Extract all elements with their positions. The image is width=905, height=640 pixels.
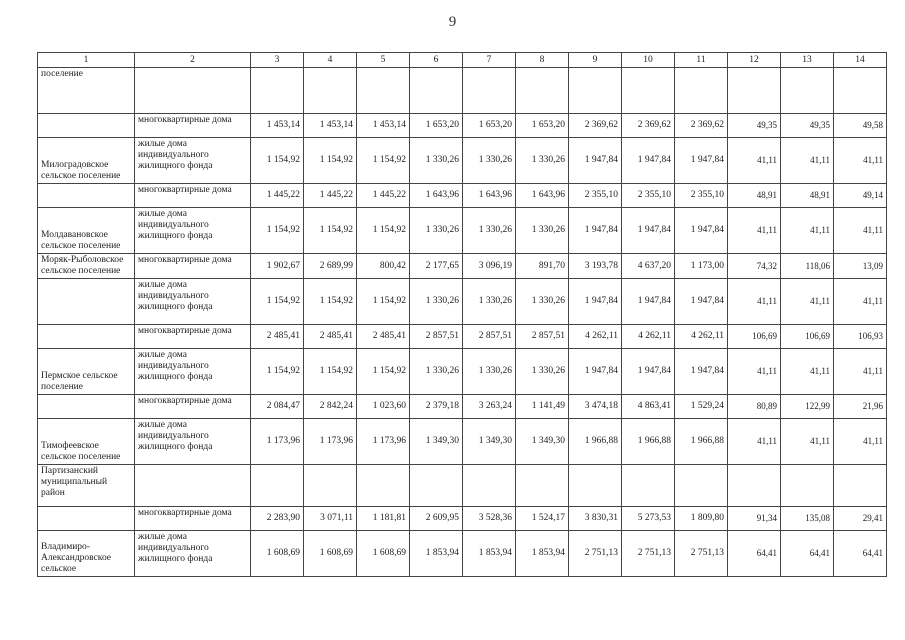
value-cell: 1 947,84 — [622, 138, 675, 184]
value-cell: 1 524,17 — [516, 507, 569, 531]
value-cell: 4 262,11 — [622, 325, 675, 349]
value-cell: 1 947,84 — [675, 349, 728, 395]
value-cell: 1 154,92 — [304, 279, 357, 325]
column-header: 4 — [304, 53, 357, 68]
value-cell: 1 330,26 — [516, 138, 569, 184]
housing-type-cell: жилые дома индивидуального жилищного фонда — [135, 208, 251, 254]
value-cell: 29,41 — [834, 507, 887, 531]
value-cell — [728, 465, 781, 507]
settlement-name-cell: Пермское сельское поселение — [38, 349, 135, 395]
value-cell: 2 355,10 — [569, 184, 622, 208]
value-cell: 1 947,84 — [622, 279, 675, 325]
value-cell: 41,11 — [781, 279, 834, 325]
value-cell: 1 608,69 — [357, 531, 410, 577]
value-cell — [304, 465, 357, 507]
column-header: 6 — [410, 53, 463, 68]
table-row — [38, 254, 887, 279]
column-header: 10 — [622, 53, 675, 68]
value-cell: 2 084,47 — [251, 395, 304, 419]
value-cell: 2 857,51 — [410, 325, 463, 349]
value-cell — [781, 68, 834, 114]
value-cell: 3 193,78 — [569, 254, 622, 279]
value-cell: 106,69 — [728, 325, 781, 349]
value-cell: 2 355,10 — [675, 184, 728, 208]
value-cell — [410, 68, 463, 114]
value-cell: 41,11 — [834, 208, 887, 254]
column-header: 8 — [516, 53, 569, 68]
value-cell: 1 608,69 — [304, 531, 357, 577]
value-cell: 1 154,92 — [251, 138, 304, 184]
value-cell: 48,91 — [781, 184, 834, 208]
value-cell: 106,93 — [834, 325, 887, 349]
table-row — [38, 208, 887, 254]
value-cell: 1 643,96 — [463, 184, 516, 208]
settlement-name-cell: Партизанский муниципальный район — [38, 465, 135, 507]
value-cell: 1 173,96 — [251, 419, 304, 465]
value-cell: 49,14 — [834, 184, 887, 208]
value-cell: 1 330,26 — [463, 349, 516, 395]
value-cell: 41,11 — [728, 208, 781, 254]
column-header: 2 — [135, 53, 251, 68]
value-cell: 3 474,18 — [569, 395, 622, 419]
value-cell — [304, 68, 357, 114]
value-cell: 3 096,19 — [463, 254, 516, 279]
value-cell: 21,96 — [834, 395, 887, 419]
value-cell: 48,91 — [728, 184, 781, 208]
value-cell: 1 653,20 — [463, 114, 516, 138]
value-cell: 1 653,20 — [410, 114, 463, 138]
value-cell: 1 154,92 — [357, 138, 410, 184]
value-cell: 2 355,10 — [622, 184, 675, 208]
value-cell: 1 173,96 — [357, 419, 410, 465]
value-cell: 1 173,00 — [675, 254, 728, 279]
value-cell — [569, 465, 622, 507]
value-cell — [516, 465, 569, 507]
value-cell — [516, 68, 569, 114]
value-cell: 1 330,26 — [516, 279, 569, 325]
value-cell: 3 071,11 — [304, 507, 357, 531]
value-cell: 1 453,14 — [357, 114, 410, 138]
value-cell: 1 947,84 — [569, 349, 622, 395]
housing-type-cell: жилые дома индивидуального жилищного фонда — [135, 279, 251, 325]
value-cell: 1 947,84 — [675, 138, 728, 184]
value-cell: 1 947,84 — [675, 208, 728, 254]
value-cell: 91,34 — [728, 507, 781, 531]
value-cell: 1 023,60 — [357, 395, 410, 419]
value-cell: 122,99 — [781, 395, 834, 419]
value-cell: 135,08 — [781, 507, 834, 531]
value-cell: 1 154,92 — [251, 349, 304, 395]
value-cell: 4 863,41 — [622, 395, 675, 419]
value-cell: 2 689,99 — [304, 254, 357, 279]
value-cell — [675, 68, 728, 114]
value-cell: 41,11 — [834, 138, 887, 184]
value-cell: 1 653,20 — [516, 114, 569, 138]
table-row — [38, 114, 887, 138]
value-cell — [410, 465, 463, 507]
settlement-name-cell — [38, 395, 135, 419]
housing-type-cell — [135, 68, 251, 114]
value-cell: 4 637,20 — [622, 254, 675, 279]
value-cell: 49,35 — [728, 114, 781, 138]
value-cell: 2 485,41 — [304, 325, 357, 349]
value-cell: 2 369,62 — [675, 114, 728, 138]
value-cell: 3 263,24 — [463, 395, 516, 419]
page-number: 9 — [448, 14, 457, 30]
value-cell: 2 609,95 — [410, 507, 463, 531]
value-cell: 1 947,84 — [569, 208, 622, 254]
housing-type-cell: многоквартирные дома — [135, 184, 251, 208]
value-cell: 1 809,80 — [675, 507, 728, 531]
value-cell: 1 947,84 — [622, 208, 675, 254]
value-cell: 1 330,26 — [463, 279, 516, 325]
value-cell: 1 154,92 — [357, 208, 410, 254]
value-cell: 49,35 — [781, 114, 834, 138]
housing-type-cell — [135, 465, 251, 507]
settlement-name-cell — [38, 184, 135, 208]
value-cell: 41,11 — [781, 138, 834, 184]
value-cell: 41,11 — [781, 349, 834, 395]
column-header: 5 — [357, 53, 410, 68]
value-cell — [357, 465, 410, 507]
value-cell: 41,11 — [728, 138, 781, 184]
value-cell: 2 369,62 — [622, 114, 675, 138]
value-cell: 5 273,53 — [622, 507, 675, 531]
value-cell: 1 445,22 — [304, 184, 357, 208]
table-row — [38, 138, 887, 184]
value-cell: 1 154,92 — [357, 349, 410, 395]
housing-type-cell: многоквартирные дома — [135, 507, 251, 531]
value-cell: 1 154,92 — [251, 208, 304, 254]
value-cell: 64,41 — [728, 531, 781, 577]
settlement-name-cell: поселение — [38, 68, 135, 114]
value-cell: 64,41 — [834, 531, 887, 577]
table-row — [38, 349, 887, 395]
value-cell: 2 369,62 — [569, 114, 622, 138]
value-cell: 1 902,67 — [251, 254, 304, 279]
table-row — [38, 419, 887, 465]
column-header: 13 — [781, 53, 834, 68]
settlement-name-cell: Владимиро-Александровское сельское — [38, 531, 135, 577]
value-cell: 64,41 — [781, 531, 834, 577]
settlement-name-cell — [38, 114, 135, 138]
value-cell: 1 154,92 — [304, 208, 357, 254]
value-cell — [781, 465, 834, 507]
value-cell: 41,11 — [834, 279, 887, 325]
value-cell: 891,70 — [516, 254, 569, 279]
column-header: 14 — [834, 53, 887, 68]
column-header: 12 — [728, 53, 781, 68]
value-cell: 1 529,24 — [675, 395, 728, 419]
value-cell: 41,11 — [834, 349, 887, 395]
value-cell: 1 154,92 — [357, 279, 410, 325]
settlement-name-cell — [38, 279, 135, 325]
value-cell: 1 154,92 — [304, 349, 357, 395]
value-cell: 2 857,51 — [516, 325, 569, 349]
value-cell: 3 830,31 — [569, 507, 622, 531]
value-cell: 1 330,26 — [410, 279, 463, 325]
value-cell: 1 947,84 — [622, 349, 675, 395]
value-cell: 1 330,26 — [410, 138, 463, 184]
value-cell: 13,09 — [834, 254, 887, 279]
value-cell: 1 330,26 — [410, 349, 463, 395]
value-cell: 41,11 — [728, 349, 781, 395]
value-cell: 1 330,26 — [463, 138, 516, 184]
value-cell: 1 330,26 — [463, 208, 516, 254]
value-cell: 1 154,92 — [251, 279, 304, 325]
value-cell: 1 349,30 — [516, 419, 569, 465]
value-cell: 1 181,81 — [357, 507, 410, 531]
value-cell: 74,32 — [728, 254, 781, 279]
settlement-name-cell: Моряк-Рыболовское сельское поселение — [38, 254, 135, 279]
value-cell: 2 751,13 — [569, 531, 622, 577]
housing-type-cell: многоквартирные дома — [135, 325, 251, 349]
value-cell: 49,58 — [834, 114, 887, 138]
value-cell: 1 330,26 — [516, 208, 569, 254]
settlement-name-cell: Тимофеевское сельское поселение — [38, 419, 135, 465]
housing-type-cell: многоквартирные дома — [135, 254, 251, 279]
value-cell — [357, 68, 410, 114]
value-cell: 1 947,84 — [675, 279, 728, 325]
value-cell — [463, 68, 516, 114]
value-cell: 2 283,90 — [251, 507, 304, 531]
value-cell: 1 853,94 — [410, 531, 463, 577]
header-row — [38, 53, 887, 68]
value-cell — [622, 68, 675, 114]
value-cell: 1 330,26 — [516, 349, 569, 395]
housing-type-cell: многоквартирные дома — [135, 395, 251, 419]
value-cell: 2 751,13 — [622, 531, 675, 577]
value-cell: 2 842,24 — [304, 395, 357, 419]
value-cell: 2 857,51 — [463, 325, 516, 349]
table-row — [38, 465, 887, 507]
value-cell — [463, 465, 516, 507]
table-row — [38, 531, 887, 577]
value-cell: 1 445,22 — [357, 184, 410, 208]
value-cell: 41,11 — [728, 279, 781, 325]
value-cell: 2 485,41 — [251, 325, 304, 349]
column-header: 9 — [569, 53, 622, 68]
housing-type-cell: жилые дома индивидуального жилищного фонда — [135, 138, 251, 184]
housing-type-cell: жилые дома индивидуального жилищного фонда — [135, 419, 251, 465]
value-cell — [622, 465, 675, 507]
value-cell — [251, 465, 304, 507]
value-cell: 4 262,11 — [675, 325, 728, 349]
value-cell: 1 947,84 — [569, 138, 622, 184]
value-cell: 106,69 — [781, 325, 834, 349]
value-cell: 1 154,92 — [304, 138, 357, 184]
value-cell — [834, 465, 887, 507]
value-cell: 1 173,96 — [304, 419, 357, 465]
table-row — [38, 184, 887, 208]
value-cell — [675, 465, 728, 507]
value-cell: 41,11 — [834, 419, 887, 465]
value-cell — [728, 68, 781, 114]
housing-type-cell: жилые дома индивидуального жилищного фонда — [135, 349, 251, 395]
table-row — [38, 279, 887, 325]
housing-type-cell: многоквартирные дома — [135, 114, 251, 138]
column-header: 7 — [463, 53, 516, 68]
value-cell: 2 379,18 — [410, 395, 463, 419]
value-cell: 1 966,88 — [622, 419, 675, 465]
value-cell: 41,11 — [781, 419, 834, 465]
value-cell: 4 262,11 — [569, 325, 622, 349]
tariff-table — [37, 52, 887, 577]
value-cell: 1 445,22 — [251, 184, 304, 208]
table-row — [38, 68, 887, 114]
value-cell: 1 349,30 — [463, 419, 516, 465]
settlement-name-cell: Милоградовское сельское поселение — [38, 138, 135, 184]
value-cell: 1 453,14 — [251, 114, 304, 138]
value-cell: 41,11 — [728, 419, 781, 465]
value-cell: 1 453,14 — [304, 114, 357, 138]
table-row — [38, 507, 887, 531]
value-cell: 2 485,41 — [357, 325, 410, 349]
value-cell: 2 751,13 — [675, 531, 728, 577]
column-header: 11 — [675, 53, 728, 68]
value-cell — [251, 68, 304, 114]
settlement-name-cell: Молдавановское сельское поселение — [38, 208, 135, 254]
value-cell: 1 349,30 — [410, 419, 463, 465]
column-header: 1 — [38, 53, 135, 68]
table-body — [38, 68, 887, 577]
housing-type-cell: жилые дома индивидуального жилищного фонда — [135, 531, 251, 577]
value-cell: 1 330,26 — [410, 208, 463, 254]
value-cell: 1 853,94 — [516, 531, 569, 577]
settlement-name-cell — [38, 325, 135, 349]
value-cell: 800,42 — [357, 254, 410, 279]
value-cell: 1 947,84 — [569, 279, 622, 325]
table-row — [38, 395, 887, 419]
value-cell: 1 966,88 — [675, 419, 728, 465]
value-cell: 1 141,49 — [516, 395, 569, 419]
value-cell — [569, 68, 622, 114]
value-cell — [834, 68, 887, 114]
value-cell: 1 643,96 — [410, 184, 463, 208]
table-row — [38, 325, 887, 349]
value-cell: 118,06 — [781, 254, 834, 279]
value-cell: 3 528,36 — [463, 507, 516, 531]
value-cell: 1 608,69 — [251, 531, 304, 577]
value-cell: 1 643,96 — [516, 184, 569, 208]
value-cell: 2 177,65 — [410, 254, 463, 279]
value-cell: 80,89 — [728, 395, 781, 419]
value-cell: 1 966,88 — [569, 419, 622, 465]
settlement-name-cell — [38, 507, 135, 531]
value-cell: 41,11 — [781, 208, 834, 254]
value-cell: 1 853,94 — [463, 531, 516, 577]
column-header: 3 — [251, 53, 304, 68]
